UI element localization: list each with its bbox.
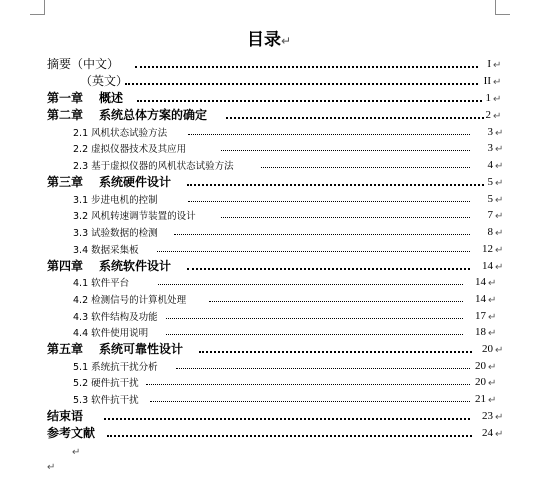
toc-entry-label xyxy=(73,392,139,409)
toc-page-number: 14 xyxy=(475,276,486,288)
paragraph-mark: ↵ xyxy=(488,295,497,306)
toc-entry-title: 4.4 软件使用说明 xyxy=(73,328,149,339)
paragraph-mark: ↵ xyxy=(493,60,502,71)
dot-leader xyxy=(137,100,482,102)
toc-entry-label xyxy=(73,375,139,392)
toc-entry-label xyxy=(73,292,186,309)
paragraph-mark: ↵ xyxy=(495,144,504,155)
toc-entry-title: 2.2 虚拟仪器技术及其应用 xyxy=(73,144,187,155)
dot-leader xyxy=(199,351,472,353)
paragraph-mark: ↵ xyxy=(495,161,504,172)
toc-entry-title: 参考文献 xyxy=(47,426,96,440)
paragraph-mark: ↵ xyxy=(488,328,497,339)
dot-leader xyxy=(188,201,470,202)
toc-entry-title: 3.2 风机转速调节装置的设计 xyxy=(73,211,196,222)
toc-entry-title: 结束语 xyxy=(47,409,84,423)
toc-page-number: 20 xyxy=(475,376,486,388)
toc-entry[interactable] xyxy=(0,258,538,275)
paragraph-mark: ↵ xyxy=(495,211,504,222)
toc-page-number: 5 xyxy=(487,176,493,188)
toc-page-number: 23 xyxy=(482,410,493,422)
toc-entry[interactable] xyxy=(0,391,538,408)
toc-entry-title: 系统软件设计 xyxy=(99,259,172,273)
paragraph-mark: ↵ xyxy=(488,312,497,323)
toc-page-number: 4 xyxy=(487,159,493,171)
toc-title-text: 目录 xyxy=(246,30,281,50)
toc-entry-label xyxy=(47,107,207,124)
toc-entry[interactable] xyxy=(0,224,538,241)
toc-entry[interactable] xyxy=(0,73,538,90)
paragraph-mark: ↵ xyxy=(488,278,497,289)
paragraph-mark: ↵ xyxy=(495,195,504,206)
toc-entry[interactable] xyxy=(0,90,538,107)
toc-entry-label xyxy=(73,225,158,242)
toc-page-number: 1 xyxy=(485,92,491,104)
dot-leader xyxy=(166,318,463,319)
toc-entry[interactable] xyxy=(0,107,538,124)
toc-entry[interactable] xyxy=(0,157,538,174)
dot-leader xyxy=(176,368,470,369)
toc-page-number: 14 xyxy=(482,260,493,272)
dot-leader xyxy=(157,251,470,252)
dot-leader xyxy=(261,167,470,168)
toc-page-number: 7 xyxy=(487,209,493,221)
dot-leader xyxy=(187,268,470,270)
toc-page-number: 8 xyxy=(487,226,493,238)
toc-entry-title: 概述 xyxy=(99,91,124,105)
toc-entry-label xyxy=(47,425,95,442)
toc-entry[interactable] xyxy=(0,140,538,157)
toc-entry-label xyxy=(73,325,148,342)
page-corner-mark-top-right xyxy=(495,0,510,15)
toc-entry-label xyxy=(73,275,129,292)
toc-entry[interactable] xyxy=(0,308,538,325)
toc-entry-title: 3.4 数据采集板 xyxy=(73,245,139,256)
dot-leader xyxy=(107,435,472,437)
dot-leader xyxy=(221,150,470,151)
paragraph-mark: ↵ xyxy=(72,447,81,458)
toc-entry-title: 4.2 检测信号的计算机处理 xyxy=(73,295,187,306)
toc-entry[interactable] xyxy=(0,358,538,375)
toc-entry[interactable] xyxy=(0,341,538,358)
toc-entry-label xyxy=(73,158,234,175)
toc-entry-title: 3.1 步进电机的控制 xyxy=(73,195,158,206)
toc-page-number: 3 xyxy=(487,142,493,154)
toc-entry-title: 5.1 系统抗干扰分析 xyxy=(73,362,158,373)
toc-chapter-number: 第一章 xyxy=(47,91,84,105)
toc-entry[interactable] xyxy=(0,291,538,308)
toc-entry-title: 5.3 软件抗干扰 xyxy=(73,395,139,406)
toc-entry-label xyxy=(47,56,119,73)
toc-entry[interactable] xyxy=(0,241,538,258)
toc-chapter-number: 第三章 xyxy=(47,175,84,189)
paragraph-mark: ↵ xyxy=(488,378,497,389)
toc-entry-label xyxy=(47,408,83,425)
toc-page-number: 24 xyxy=(482,427,493,439)
toc-entry[interactable] xyxy=(0,191,538,208)
dot-leader xyxy=(146,384,470,385)
paragraph-mark: ↵ xyxy=(488,362,497,373)
toc-entry-label xyxy=(47,90,123,107)
toc-chapter-number: 第二章 xyxy=(47,108,84,122)
toc-entry-title: 5.2 硬件抗干扰 xyxy=(73,378,139,389)
dot-leader xyxy=(150,401,470,402)
toc-entry[interactable] xyxy=(0,56,538,73)
toc-entry-title: （英文） xyxy=(80,74,129,88)
toc-entry-title: 系统总体方案的确定 xyxy=(99,108,208,122)
paragraph-mark: ↵ xyxy=(495,345,504,356)
toc-page-number: II xyxy=(483,75,491,87)
toc-page-number: 20 xyxy=(482,343,493,355)
paragraph-mark: ↵ xyxy=(495,128,504,139)
dot-leader xyxy=(221,217,470,218)
toc-entry-title: 3.3 试验数据的检测 xyxy=(73,228,158,239)
toc-entry[interactable] xyxy=(0,408,538,425)
toc-entry-title: 4.1 软件平台 xyxy=(73,278,130,289)
paragraph-mark: ↵ xyxy=(495,429,504,440)
toc-page-number: 18 xyxy=(475,326,486,338)
toc-page-number: I xyxy=(487,58,491,70)
dot-leader xyxy=(104,418,470,420)
toc-entry[interactable] xyxy=(0,274,538,291)
toc-entry-title: 摘要（中文） xyxy=(47,57,120,71)
toc-page-number: 21 xyxy=(475,393,486,405)
toc-entry[interactable] xyxy=(0,425,538,442)
toc-entry[interactable] xyxy=(0,174,538,191)
toc-entry-title: 4.3 软件结构及功能 xyxy=(73,312,158,323)
toc-chapter-number: 第四章 xyxy=(47,259,84,273)
paragraph-mark: ↵ xyxy=(495,245,504,256)
paragraph-mark: ↵ xyxy=(280,34,292,48)
toc-entry-label xyxy=(47,258,171,275)
toc-entry-title: 2.3 基于虚拟仪器的风机状态试验方法 xyxy=(73,161,234,172)
toc-page-number: 5 xyxy=(487,193,493,205)
paragraph-mark: ↵ xyxy=(495,412,504,423)
toc-page-number: 2 xyxy=(485,109,491,121)
toc-entry-title: 系统可靠性设计 xyxy=(99,342,184,356)
toc-entry[interactable] xyxy=(0,324,538,341)
toc-page-number: 20 xyxy=(475,360,486,372)
dot-leader xyxy=(135,66,478,68)
toc-page-number: 3 xyxy=(487,126,493,138)
toc-entry[interactable] xyxy=(0,374,538,391)
dot-leader xyxy=(158,284,463,285)
paragraph-mark: ↵ xyxy=(495,262,504,273)
toc-entry-label xyxy=(73,141,186,158)
toc-entry-title: 2.1 风机状态试验方法 xyxy=(73,128,168,139)
toc-entry[interactable] xyxy=(0,124,538,141)
dot-leader xyxy=(188,134,470,135)
paragraph-mark: ↵ xyxy=(493,77,502,88)
paragraph-mark: ↵ xyxy=(495,228,504,239)
dot-leader xyxy=(226,117,484,119)
toc-entry-label xyxy=(80,73,128,90)
paragraph-mark: ↵ xyxy=(493,111,502,122)
toc-entry-title: 系统硬件设计 xyxy=(99,175,172,189)
dot-leader xyxy=(125,83,478,85)
toc-entry-label xyxy=(73,242,139,259)
page-corner-mark-top-left xyxy=(30,0,45,15)
toc-entry-label xyxy=(47,174,171,191)
paragraph-mark: ↵ xyxy=(495,178,504,189)
toc-page-number: 12 xyxy=(482,243,493,255)
dot-leader xyxy=(209,301,463,302)
paragraph-mark: ↵ xyxy=(493,94,502,105)
dot-leader xyxy=(174,234,470,235)
dot-leader xyxy=(187,184,484,186)
toc-entry-label xyxy=(73,208,196,225)
toc-entry-label xyxy=(47,341,183,358)
paragraph-mark: ↵ xyxy=(47,462,56,473)
toc-title xyxy=(0,29,538,52)
toc-chapter-number: 第五章 xyxy=(47,342,84,356)
paragraph-mark: ↵ xyxy=(488,395,497,406)
toc-entry[interactable] xyxy=(0,207,538,224)
toc-page-number: 17 xyxy=(475,310,486,322)
dot-leader xyxy=(166,334,463,335)
toc-page-number: 14 xyxy=(475,293,486,305)
